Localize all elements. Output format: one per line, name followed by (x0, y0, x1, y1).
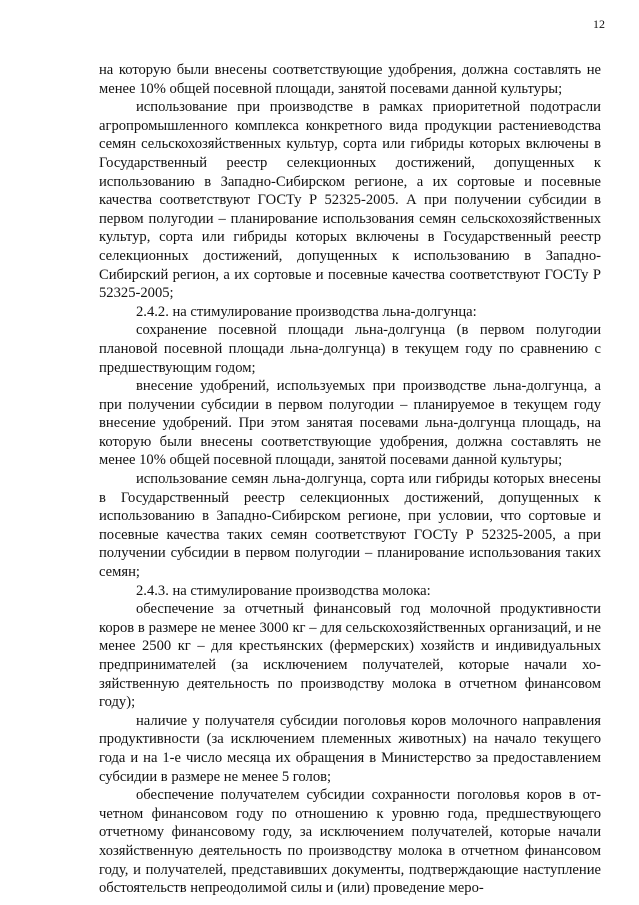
paragraph-flax-fertilizer: внесение удобрений, используемых при производстве льна-долгунца, а при получении субсидии в первом полугодии – планируемое в текущем году внесение удобрений. При этом занятая посевами льна-долгунца площадь, на которую были внесены соответствующие удобрения, должна составлять не менее 10% общей посевной площади, занятой посевами данной культуры; (99, 378, 601, 469)
paragraph-milk-productivity: обеспечение за отчетный финансовый год молочной продуктивности коров в размере не менее 3000 кг – для сельскохозяйственных организаций, и не менее 2500 кг – для крестьянских (фермерских) хозяйств и индивидуальных предпринимателей (за исключением получателей, которые начали хозяйственную деятельность по производству молока в отчетном финансовом году); (99, 601, 601, 711)
paragraph-flax-seeds: использование семян льна-долгунца, сорта или гибриды которых внесены в Государственный реестр селекционных достижений, допущенных к использованию в Западно-Сибирском регионе, при условии, что сортовые и посевные качества таких семян соответствуют ГОСТу Р 52325-2005, а при получении субсидии в первом полугодии – планирование использования таких семян; (99, 471, 601, 581)
paragraph-cow-herd: наличие у получателя субсидии поголовья коров молочного направления продуктивности (за исключением племенных животных) на начало текущего года и на 1-е число месяца их обращения в Министерство за предоставлением субсидии в размере не менее 5 голов; (99, 712, 601, 785)
section-heading-2-4-2: 2.4.2. на стимулирование производства льна-долгунца: (136, 303, 477, 320)
paragraph-continuation: на которую были внесены соответствующие удобрения, должна составлять не менее 10% общей посевной площади, занятой посевами данной культуры; (99, 62, 601, 97)
page-number: 12 (593, 17, 605, 31)
paragraph-flax-area: сохранение посевной площади льна-долгунца (в первом полугодии плановой посевной площади льна-долгунца) в текущем году по сравнению с предшествующим годом; (99, 322, 601, 376)
paragraph-seed-usage: использование при производстве в рамках приоритетной подотрасли агропромышленного комплекса конкретного вида продукции растениеводства семян сельскохозяйственных культур, сорта или гибриды которых включены в Государственный реестр селекционных достижений, допущенных к использованию в Западно-Сибирском регионе, а их сортовые и посевные качества соответствуют ГОСТу Р 52325-2005. А при получении субсидии в первом полугодии – планирование использования семян сельскохозяйственных культур, сорта или гибриды которых включены в Государственный реестр селекционных достижений, допущенных к использованию в Западно-Сибирский регион, а их сортовые и посевные качества соответствуют ГОСТу Р 52325-2005; (99, 99, 601, 302)
document-body (99, 61, 601, 898)
paragraph-herd-preservation: обеспечение получателем субсидии сохранности поголовья коров в отчетном финансовом году по отношению к уровню года, предшествующего отчетному финансовому году, за исключением получателей, которые начали хозяйственную деятельность по производству молока в отчетном финансовом году, и получателей, представивших документы, подтверждающие наступление обстоятельств непреодолимой силы и (или) проведение меро- (99, 787, 601, 897)
section-heading-2-4-3: 2.4.3. на стимулирование производства молока: (136, 582, 431, 599)
